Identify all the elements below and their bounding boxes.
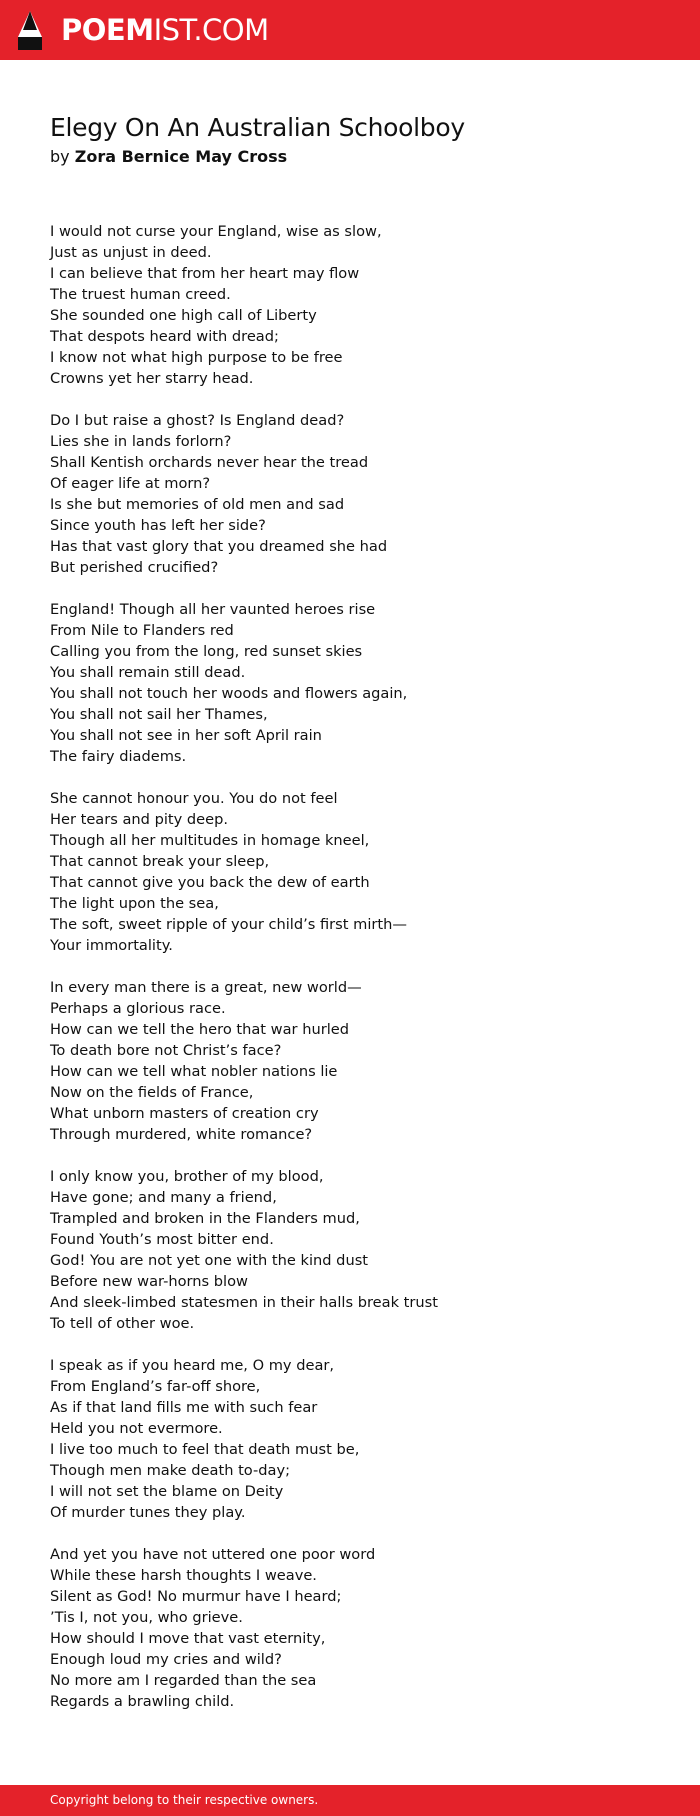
poem-line: Of eager life at morn? bbox=[50, 475, 211, 492]
poem-line: Of murder tunes they play. bbox=[50, 1504, 246, 1521]
poem-line: Have gone; and many a friend, bbox=[50, 1189, 277, 1206]
poem-line: How can we tell what nobler nations lie bbox=[50, 1063, 338, 1080]
copyright-notice: Copyright belong to their respective owners. bbox=[50, 1793, 319, 1807]
site-footer bbox=[0, 1785, 700, 1816]
poem-line: That cannot break your sleep, bbox=[50, 853, 270, 870]
poem-line: I speak as if you heard me, O my dear, bbox=[50, 1357, 335, 1374]
poem-line: Held you not evermore. bbox=[50, 1420, 223, 1437]
poem-line: I only know you, brother of my blood, bbox=[50, 1168, 324, 1185]
site-header bbox=[0, 0, 700, 60]
stanza bbox=[50, 1544, 670, 1712]
poem-line: Shall Kentish orchards never hear the tread bbox=[50, 454, 369, 471]
site-logo[interactable] bbox=[61, 10, 269, 50]
poem-line: Though men make death to-day; bbox=[50, 1462, 291, 1479]
logo-text-bold: POEM bbox=[61, 13, 154, 47]
poem-line: You shall not sail her Thames, bbox=[50, 706, 268, 723]
poem-line: I will not set the blame on Deity bbox=[50, 1483, 284, 1500]
poem-line: Is she but memories of old men and sad bbox=[50, 496, 345, 513]
poem-line: ’Tis I, not you, who grieve. bbox=[50, 1609, 243, 1626]
stanza bbox=[50, 1166, 670, 1334]
poem-line: From Nile to Flanders red bbox=[50, 622, 234, 639]
poem-line: I can believe that from her heart may flow bbox=[50, 265, 360, 282]
poem-line: No more am I regarded than the sea bbox=[50, 1672, 317, 1689]
poem-line: Crowns yet her starry head. bbox=[50, 370, 254, 387]
poem-line: Before new war-horns blow bbox=[50, 1273, 248, 1290]
poem-line: Though all her multitudes in homage kneel, bbox=[50, 832, 370, 849]
poem-line: She cannot honour you. You do not feel bbox=[50, 790, 338, 807]
poem-line: Since youth has left her side? bbox=[50, 517, 266, 534]
poem-line: How should I move that vast eternity, bbox=[50, 1630, 326, 1647]
stanza bbox=[50, 977, 670, 1145]
poem-line: Just as unjust in deed. bbox=[50, 244, 212, 261]
poem-line: In every man there is a great, new world— bbox=[50, 979, 362, 996]
poem-line: Your immortality. bbox=[50, 937, 173, 954]
pen-nib-icon[interactable] bbox=[16, 10, 44, 52]
poem-line: As if that land fills me with such fear bbox=[50, 1399, 318, 1416]
poem-line: You shall not see in her soft April rain bbox=[50, 727, 322, 744]
poem-line: I know not what high purpose to be free bbox=[50, 349, 343, 366]
byline bbox=[50, 146, 670, 168]
poem-line: To death bore not Christ’s face? bbox=[50, 1042, 282, 1059]
poem-line: Has that vast glory that you dreamed she had bbox=[50, 538, 388, 555]
poem-line: She sounded one high call of Liberty bbox=[50, 307, 317, 324]
poem-line: Found Youth’s most bitter end. bbox=[50, 1231, 274, 1248]
stanza bbox=[50, 410, 670, 578]
poem-line: Perhaps a glorious race. bbox=[50, 1000, 226, 1017]
poem-line: To tell of other woe. bbox=[50, 1315, 195, 1332]
poem-line: You shall not touch her woods and flowers again, bbox=[50, 685, 408, 702]
poem-line: Trampled and broken in the Flanders mud, bbox=[50, 1210, 360, 1227]
poem-content bbox=[50, 112, 670, 1733]
poem-line: I live too much to feel that death must be, bbox=[50, 1441, 360, 1458]
poem-line: The light upon the sea, bbox=[50, 895, 219, 912]
poem-line: Silent as God! No murmur have I heard; bbox=[50, 1588, 342, 1605]
poem-line: Regards a brawling child. bbox=[50, 1693, 235, 1710]
poem-line: England! Though all her vaunted heroes rise bbox=[50, 601, 376, 618]
poem-line: And sleek-limbed statesmen in their halls break trust bbox=[50, 1294, 438, 1311]
poem-line: You shall remain still dead. bbox=[50, 664, 246, 681]
poem-line: But perished crucified? bbox=[50, 559, 219, 576]
poem-line: That despots heard with dread; bbox=[50, 328, 279, 345]
author-name: Zora Bernice May Cross bbox=[74, 147, 288, 166]
poem-line: How can we tell the hero that war hurled bbox=[50, 1021, 349, 1038]
poem-line: Lies she in lands forlorn? bbox=[50, 433, 232, 450]
poem-line: The soft, sweet ripple of your child’s first mirth— bbox=[50, 916, 407, 933]
poem-line: What unborn masters of creation cry bbox=[50, 1105, 319, 1122]
stanza bbox=[50, 221, 670, 389]
poem-line: Do I but raise a ghost? Is England dead? bbox=[50, 412, 345, 429]
poem-line: Now on the fields of France, bbox=[50, 1084, 254, 1101]
stanza bbox=[50, 599, 670, 767]
by-label: by bbox=[50, 147, 70, 166]
poem-line: Her tears and pity deep. bbox=[50, 811, 229, 828]
poem-line: While these harsh thoughts I weave. bbox=[50, 1567, 317, 1584]
poem-line: God! You are not yet one with the kind dust bbox=[50, 1252, 369, 1269]
stanza bbox=[50, 788, 670, 956]
poem-line: Calling you from the long, red sunset skies bbox=[50, 643, 363, 660]
poem-line: Through murdered, white romance? bbox=[50, 1126, 313, 1143]
logo-text-light: IST.COM bbox=[153, 13, 269, 47]
poem-title: Elegy On An Australian Schoolboy bbox=[50, 113, 465, 142]
stanza bbox=[50, 1355, 670, 1523]
poem-line: I would not curse your England, wise as slow, bbox=[50, 223, 382, 240]
poem-line: And yet you have not uttered one poor word bbox=[50, 1546, 376, 1563]
poem-line: The fairy diadems. bbox=[50, 748, 187, 765]
poem-line: From England’s far-off shore, bbox=[50, 1378, 261, 1395]
poem-body bbox=[50, 221, 670, 1712]
poem-line: That cannot give you back the dew of earth bbox=[50, 874, 370, 891]
poem-line: The truest human creed. bbox=[50, 286, 231, 303]
poem-line: Enough loud my cries and wild? bbox=[50, 1651, 282, 1668]
